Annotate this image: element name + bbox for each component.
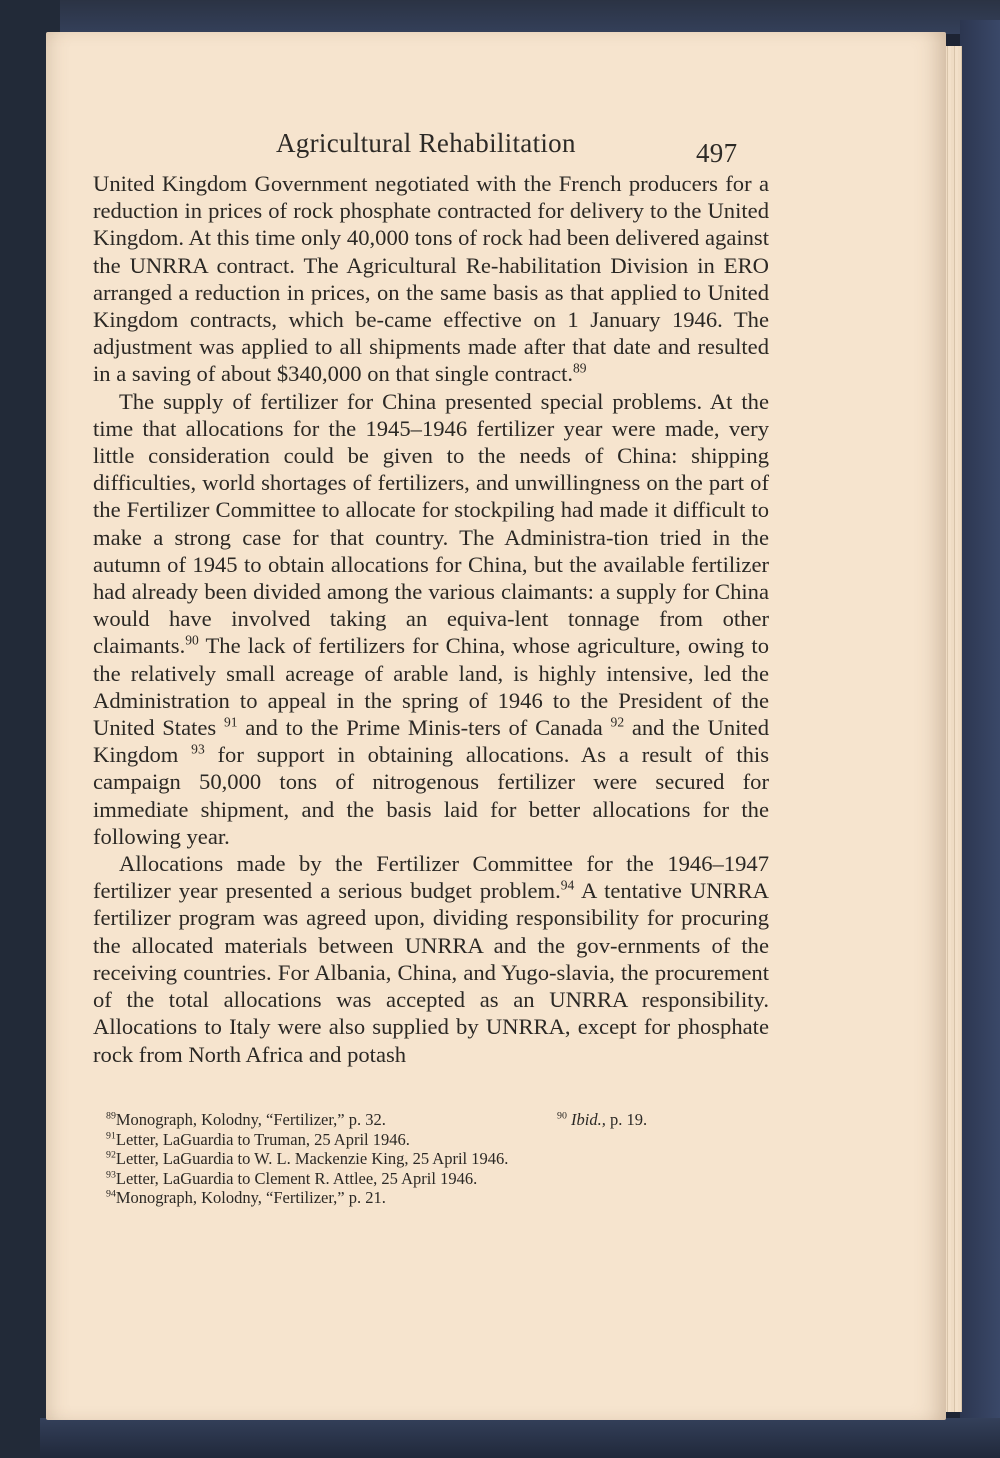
footnote-text: Letter, LaGuardia to W. L. Mackenzie King, 25 April 1946. <box>115 1149 509 1169</box>
footnote-row <box>106 1110 706 1130</box>
footnote-ref: 93 <box>191 741 205 757</box>
footnote <box>557 1110 647 1130</box>
footnote-text: p. 19. <box>605 1110 648 1129</box>
footnote-number: 92 <box>106 1149 116 1161</box>
paragraph-text: The lack of fertilizers for China, whose agriculture, owing to the relatively small acreage of arable land, is highly intensive, led the Administration to appeal in the spring of 1946 to the President of the United States <box>93 633 769 741</box>
footnote-row <box>106 1149 706 1169</box>
running-header <box>276 128 776 168</box>
body-text <box>93 170 769 1068</box>
footnote-number: 93 <box>106 1169 116 1181</box>
footnote-text: Monograph, Kolodny, “Fertilizer,” p. 32. <box>115 1110 386 1129</box>
paragraph <box>93 170 769 388</box>
paragraph-text: and the United Kingdom <box>93 715 770 768</box>
book-cover-top <box>60 0 1000 34</box>
footnotes <box>106 1110 706 1208</box>
paragraph-text: Allocations made by the Fertilizer Committee for the 1946–1947 fertilizer year presented a serious budget problem. <box>93 851 769 904</box>
footnote-ref: 91 <box>223 714 238 730</box>
paragraph <box>93 850 769 1068</box>
footnote <box>106 1110 386 1129</box>
footnote-text-italic: Ibid., <box>571 1110 606 1129</box>
footnote <box>106 1188 386 1207</box>
running-title: Agricultural Rehabilitation <box>276 128 576 158</box>
footnote <box>106 1169 477 1188</box>
footnote-text: Monograph, Kolodny, “Fertilizer,” p. 21. <box>115 1188 386 1208</box>
paragraph-text: for support in obtaining allocations. As a result of this campaign 50,000 tons of nitrogenous fertilizer were secured for immediate shipment, and the basis laid for better allocations for the following year. <box>93 742 769 849</box>
page-number: 497 <box>696 138 738 168</box>
book-cover-right <box>960 20 1000 1440</box>
footnote-row <box>106 1188 706 1208</box>
footnote-row <box>106 1130 706 1150</box>
book-cover-bottom <box>40 1418 1000 1458</box>
paragraph <box>93 388 769 850</box>
footnote-number: 94 <box>106 1188 116 1200</box>
footnote-number: 90 <box>557 1110 567 1122</box>
footnote-ref: 90 <box>185 632 199 648</box>
footnote-number: 89 <box>106 1110 116 1122</box>
footnote-text: Letter, LaGuardia to Clement R. Attlee, 25 April 1946. <box>115 1168 478 1188</box>
paragraph-text: and to the Prime Minis-ters of Canada <box>237 715 611 741</box>
footnote-number: 91 <box>106 1130 116 1142</box>
footnote-ref: 89 <box>573 360 587 376</box>
footnote-ref: 92 <box>610 714 625 730</box>
paragraph-text: A tentative UNRRA fertilizer program was agreed upon, dividing responsibility for procuring the allocated materials between UNRRA and the gov-ernments of the receiving countries. For Albania, China, and Yugo-slavia, the procurement of the total allocations was accepted as an UNRRA responsibility. Allocations to Italy were also supplied by UNRRA, except for phosphate rock from North Africa and potash <box>93 878 769 1067</box>
footnote-text: Letter, LaGuardia to Truman, 25 April 1946. <box>115 1129 410 1149</box>
footnote <box>106 1149 508 1168</box>
paragraph-text: The supply of fertilizer for China presented special problems. At the time that allocations for the 1945–1946 fertilizer year were made, very little consideration could be given to the needs of China: shipping difficulties, world shortages of fertilizers, and unwillingness on the part of the Fertilizer Committee to allocate for stockpiling had made it difficult to make a strong case for that country. The Administra-tion tried in the autumn of 1945 to obtain allocations for China, but the available fertilizer had already been divided among the various claimants: a supply for China would have involved taking an equiva-lent tonnage from other claimants. <box>93 388 769 659</box>
footnote <box>106 1130 410 1149</box>
footnote-ref: 94 <box>560 877 575 893</box>
footnote-row <box>106 1169 706 1189</box>
paragraph-text: United Kingdom Government negotiated with the French producers for a reduction in prices of rock phosphate contracted for delivery to the United Kingdom. At this time only 40,000 tons of rock had been delivered against the UNRRA contract. The Agricultural Re-habilitation Division in ERO arranged a reduction in prices, on the same basis as that applied to United Kingdom contracts, which be-came effective on 1 January 1946. The adjustment was applied to all shipments made after that date and resulted in a saving of about $340,000 on that single contract. <box>93 171 769 387</box>
